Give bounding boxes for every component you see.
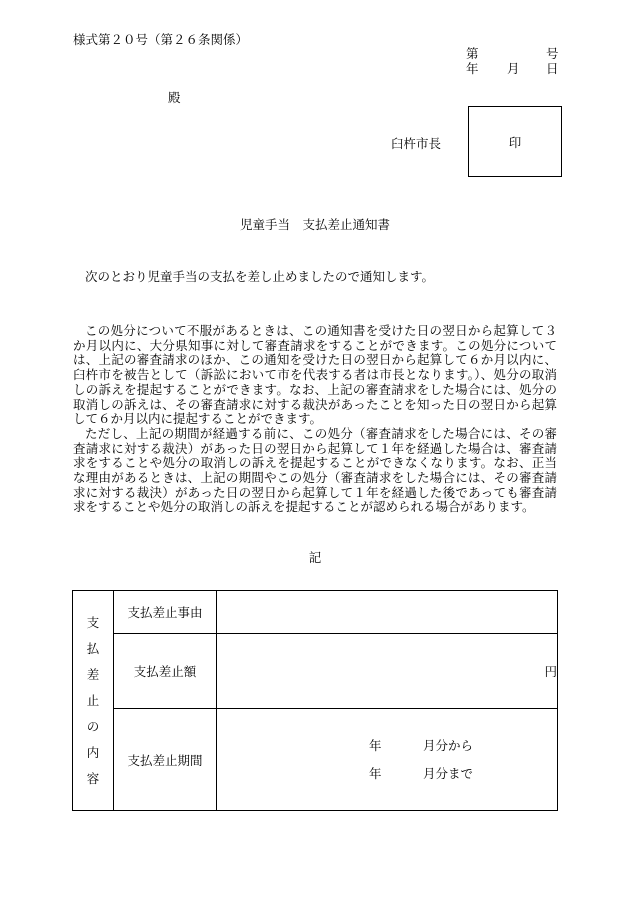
vertical-char: 容 (86, 770, 100, 786)
period-to-year: 年 (369, 765, 382, 781)
period-to (217, 760, 557, 788)
amount-label: 支払差止額 (114, 634, 217, 709)
vertical-char: 差 (86, 666, 100, 682)
period-to-month: 月分まで (423, 765, 474, 781)
seal-label: 印 (508, 134, 522, 150)
issuer-name: 臼杵市長 (391, 136, 442, 151)
amount-value[interactable] (217, 634, 558, 709)
period-from-year: 年 (369, 737, 382, 753)
vertical-char: 止 (86, 692, 100, 708)
addressee-suffix: 殿 (168, 90, 181, 105)
notice-paragraph: ただし、上記の期間が経過する前に、この処分（審査請求をした場合には、その審査請求に対する裁決）があった日の翌日から起算して１年を経過した場合は、審査請求をすることや処分の取消しの訴えを提起することができなくなります。なお、正当な理由があるときは、上記の期間やこの処分（審査請求をした場合には、その審査請求に対する裁決）があった日の翌日から起算して１年を経過した後であっても審査請求をすることや処分の取消しの訴えを提起することが認められる場合があります。 (73, 425, 557, 515)
vertical-char: の (86, 718, 100, 734)
reason-label: 支払差止事由 (114, 591, 217, 634)
date-year-label: 年 (466, 61, 479, 76)
form-number: 様式第２０号（第２６条関係） (73, 32, 249, 47)
details-vertical-label (73, 591, 114, 811)
reason-value[interactable] (217, 591, 558, 634)
ki-heading: 記 (308, 550, 322, 565)
vertical-char: 支 (86, 614, 100, 630)
period-from (217, 732, 557, 760)
period-value[interactable] (217, 709, 558, 811)
vertical-char: 払 (86, 640, 100, 656)
suspension-details-table (72, 590, 558, 811)
date-month-label: 月 (507, 61, 520, 76)
period-from-month: 月分から (423, 737, 474, 753)
document-number-label: 第 (466, 46, 479, 61)
period-label: 支払差止期間 (114, 709, 217, 811)
appeal-notice (73, 324, 557, 515)
document-number-suffix: 号 (546, 46, 559, 61)
amount-unit: 円 (544, 664, 557, 679)
document-title: 児童手当 支払差止通知書 (239, 217, 390, 232)
vertical-char: 内 (86, 744, 100, 760)
date-day-label: 日 (546, 61, 559, 76)
seal-box (468, 106, 562, 177)
notice-paragraph: この処分について不服があるときは、この通知書を受けた日の翌日から起算して３か月以内に、大分県知事に対して審査請求をすることができます。この処分については、上記の審査請求のほか、この通知を受けた日の翌日から起算して６か月以内に、臼杵市を被告として（訴訟において市を代表する者は市長となります。）、処分の取消しの訴えを提起することができます。なお、上記の審査請求をした場合には、処分の取消しの訴えは、その審査請求に対する裁決があったことを知った日の翌日から起算して６か月以内に提起することができます。 (73, 323, 557, 427)
intro-text: 次のとおり児童手当の支払を差し止めましたので通知します。 (85, 269, 435, 284)
